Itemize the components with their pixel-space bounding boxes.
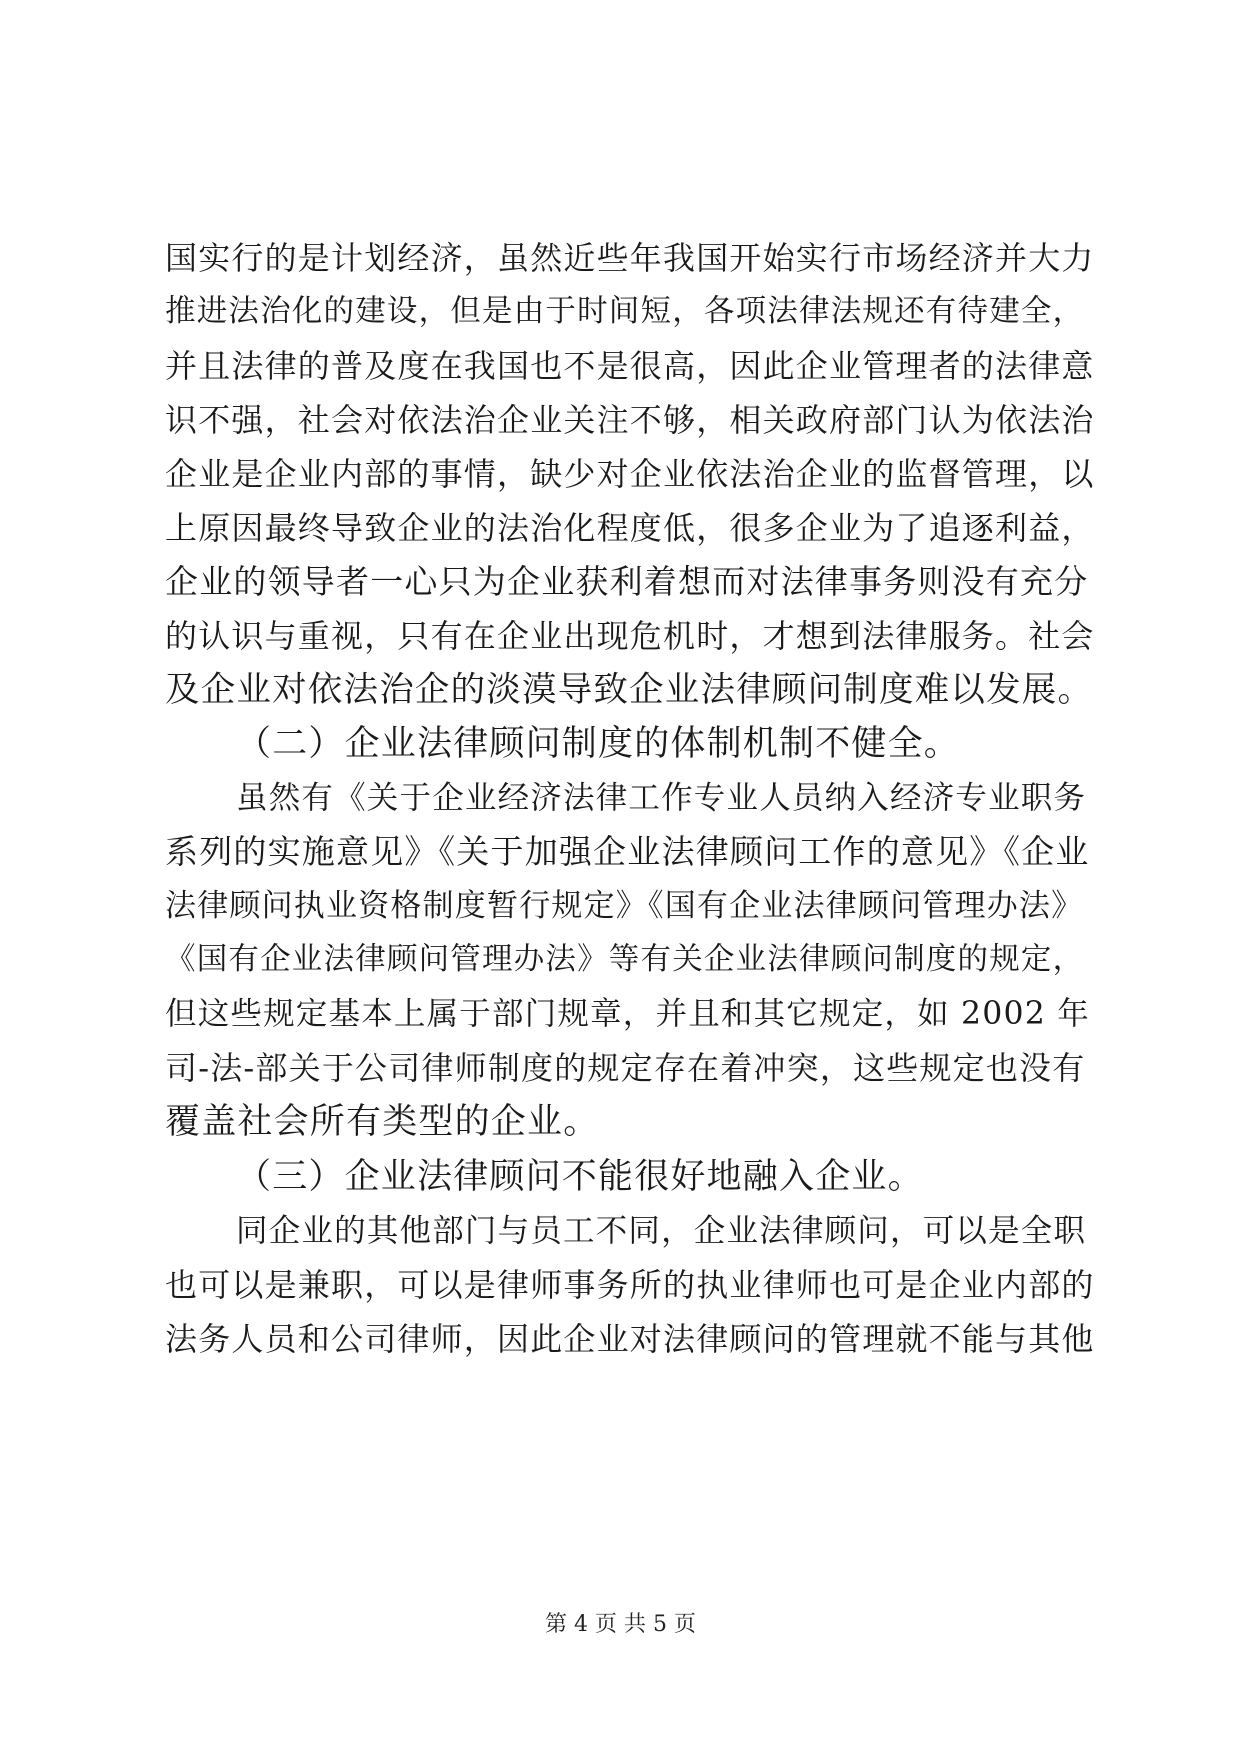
body-line-13: 法律顾问执业资格制度暂行规定》《国有企业法律顾问管理办法》	[165, 888, 1084, 924]
body-line-2: 推进法治化的建设，但是由于时间短，各项法律法规还有待建全，	[165, 294, 1085, 329]
body-line-21: 法务人员和公司律师，因此企业对法律顾问的管理就不能与其他	[165, 1320, 1095, 1358]
body-line-11: 虽然有《关于企业经济法律工作专业人员纳入经济专业职务	[236, 780, 1087, 816]
page-number-footer: 第 4 页 共 5 页	[545, 1612, 696, 1637]
body-line-17: 覆盖社会所有类型的企业。	[165, 1102, 600, 1142]
body-line-7: 企业的领导者一心只为企业获利着想而对法律事务则没有充分	[165, 562, 1089, 601]
body-line-9: 及企业对依法治企的淡漠导致企业法律顾问制度难以发展。	[165, 670, 1094, 710]
body-line-8: 的认识与重视，只有在企业出现危机时，才想到法律服务。社会	[165, 617, 1095, 655]
body-line-4: 识不强，社会对依法治企业关注不够，相关政府部门认为依法治	[165, 401, 1095, 439]
body-line-19: 同企业的其他部门与员工不同，企业法律顾问，可以是全职	[236, 1213, 1087, 1249]
body-line-6: 上原因最终导致企业的法治化程度低，很多企业为了追逐利益，	[165, 509, 1095, 547]
section-heading-3: （三）企业法律顾问不能很好地融入企业。	[236, 1157, 924, 1197]
body-line-1: 国实行的是计划经济，虽然近些年我国开始实行市场经济并大力	[165, 239, 1095, 277]
body-line-5: 企业是企业内部的事情，缺少对企业依法治企业的监督管理，以	[165, 455, 1095, 493]
body-line-3: 并且法律的普及度在我国也不是很高，因此企业管理者的法律意	[165, 347, 1095, 385]
body-line-15: 但这些规定基本上属于部门规章，并且和其它规定，如 2002 年	[165, 996, 1090, 1032]
body-line-20: 也可以是兼职，可以是律师事务所的执业律师也可是企业内部的	[165, 1266, 1095, 1304]
body-line-14: 《国有企业法律顾问管理办法》等有关企业法律顾问制度的规定，	[165, 942, 1085, 977]
section-heading-2: （二）企业法律顾问制度的体制机制不健全。	[236, 724, 961, 764]
body-line-16: 司-法-部关于公司律师制度的规定存在着冲突，这些规定也没有	[165, 1049, 1086, 1087]
body-line-12: 系列的实施意见》《关于加强企业法律顾问工作的意见》《企业	[165, 832, 1090, 871]
